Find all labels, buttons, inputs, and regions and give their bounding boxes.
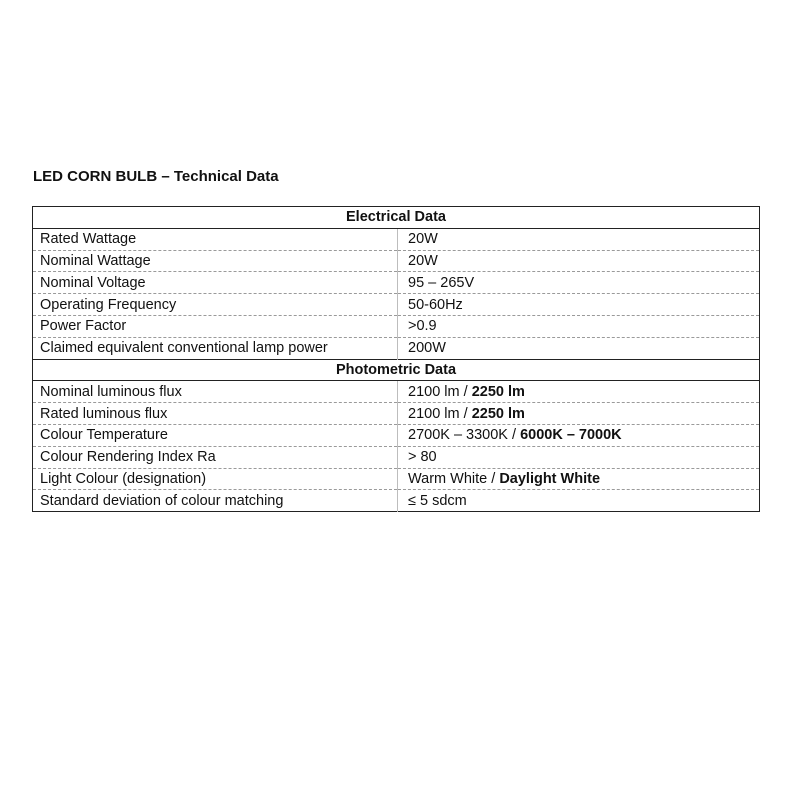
value-daylight: 6000K – 7000K: [520, 427, 622, 444]
row-value: 200W: [398, 337, 760, 359]
table-row: [33, 315, 760, 337]
row-label: Rated Wattage: [33, 228, 398, 250]
table-row: [33, 446, 760, 468]
row-label: Rated luminous flux: [33, 403, 398, 425]
row-label: Colour Temperature: [33, 424, 398, 446]
row-value: [398, 424, 760, 446]
value-separator: /: [487, 470, 500, 487]
table-row: [33, 294, 760, 316]
row-value: 20W: [398, 228, 760, 250]
value-separator: /: [459, 383, 472, 400]
table-row: [33, 228, 760, 250]
row-label: Colour Rendering Index Ra: [33, 446, 398, 468]
row-label: Claimed equivalent conventional lamp power: [33, 337, 398, 359]
table-row: [33, 424, 760, 446]
technical-data-table: [32, 206, 760, 512]
row-value: 20W: [398, 250, 760, 272]
row-label: Nominal Wattage: [33, 250, 398, 272]
value-warm: 2100 lm: [408, 405, 460, 422]
value-warm: Warm White: [408, 470, 488, 487]
row-value: > 80: [398, 446, 760, 468]
section-title: Photometric Data: [33, 359, 760, 381]
row-value: [398, 403, 760, 425]
section-title: Electrical Data: [33, 207, 760, 229]
table-row: [33, 337, 760, 359]
row-value: ≤ 5 sdcm: [408, 492, 467, 509]
row-label: Nominal luminous flux: [33, 381, 398, 403]
table-row: [33, 490, 760, 512]
value-daylight: 2250 lm: [471, 405, 525, 422]
row-value: 50-60Hz: [398, 294, 760, 316]
row-value: 95 – 265V: [398, 272, 760, 294]
table-row: [33, 403, 760, 425]
table-row: [33, 468, 760, 490]
row-label: Power Factor: [33, 315, 398, 337]
row-label: Nominal Voltage: [33, 272, 398, 294]
row-value: >0.9: [398, 315, 760, 337]
value-warm: 2700K – 3300K: [408, 427, 508, 444]
row-label: Operating Frequency: [33, 294, 398, 316]
row-value: [398, 468, 760, 490]
section-header-electrical: [33, 207, 760, 229]
row-value: [398, 381, 760, 403]
section-header-photometric: [33, 359, 760, 381]
value-daylight: Daylight White: [499, 470, 601, 487]
value-separator: /: [507, 427, 521, 444]
table-row: [33, 272, 760, 294]
table-row: [33, 250, 760, 272]
value-warm: 2100 lm: [408, 383, 460, 400]
value-daylight: 2250 lm: [471, 383, 525, 400]
document-title: LED CORN BULB – Technical Data: [33, 168, 279, 185]
value-separator: /: [459, 405, 472, 422]
table-row: [33, 381, 760, 403]
row-label: Light Colour (designation): [33, 468, 398, 490]
row-label: Standard deviation of colour matching: [33, 490, 398, 512]
